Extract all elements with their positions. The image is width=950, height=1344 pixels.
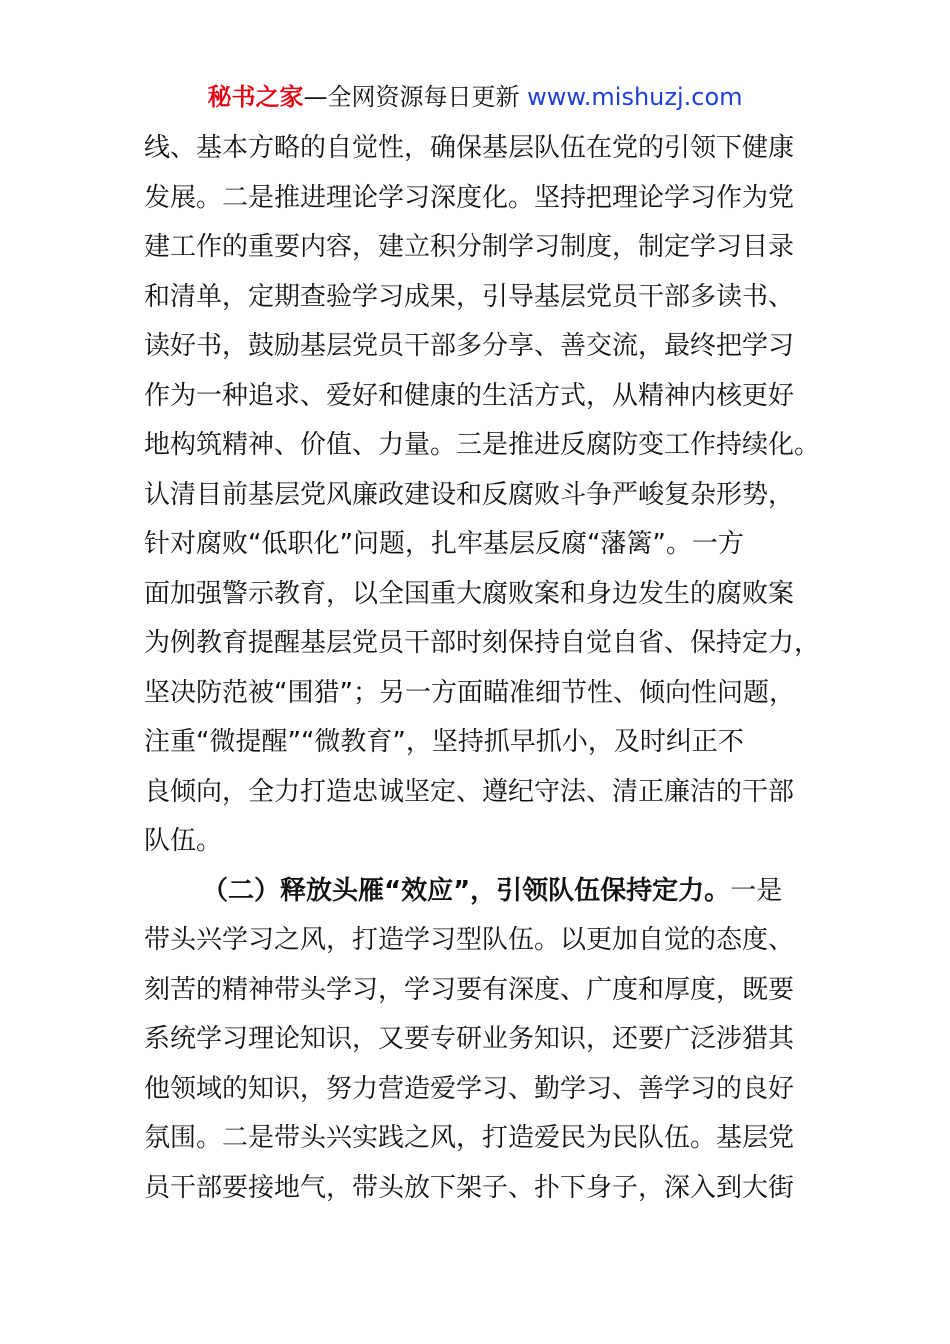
text-line: 队伍。 [144,826,223,856]
text-line: 坚决防范被“围猎”；另一方面瞄准细节性、倾向性问题， [144,677,795,708]
text-line: 作为一种追求、爱好和健康的生活方式，从精神内核更好 [144,380,795,411]
text-line: 注重“微提醒”“微教育”，坚持抓早抓小，及时纠正不 [144,727,744,757]
text-line: 系统学习理论知识，又要专研业务知识，还要广泛涉猎其 [144,1024,795,1054]
text-line: 氛围。二是带头兴实践之风，打造爱民为民队伍。基层党 [144,1123,795,1153]
section-heading: （二）释放头雁“效应”，引领队伍保持定力。 [202,875,731,906]
text-line: 员干部要接地气，带头放下架子、扑下身子，深入到大街 [144,1172,795,1203]
page-header [0,80,950,114]
site-url-link[interactable]: www.mishuzj.com [527,83,743,111]
text-line: 发展。二是推进理论学习深度化。坚持把理论学习作为党 [144,182,795,213]
text-line: 针对腐败“低职化”问题，扎牢基层反腐“藩篱”。一方 [144,529,744,559]
text-line: 刻苦的精神带头学习，学习要有深度、广度和厚度，既要 [144,974,795,1005]
header-tagline: —全网资源每日更新 [303,83,520,111]
text-line: 建工作的重要内容，建立积分制学习制度，制定学习目录 [144,232,795,262]
text-line: 和清单，定期查验学习成果，引导基层党员干部多读书、 [144,281,795,312]
text-line: 读好书，鼓励基层党员干部多分享、善交流，最终把学习 [144,331,795,361]
text-line: 认清目前基层党风廉政建设和反腐败斗争严峻复杂形势， [144,479,795,510]
brand-name: 秘书之家 [207,83,304,111]
document-body [144,124,821,1213]
text-line: 面加强警示教育，以全国重大腐败案和身边发生的腐败案 [144,578,795,609]
section-heading-line [144,867,809,917]
text-line: 他领域的知识，努力营造爱学习、勤学习、善学习的良好 [144,1073,795,1104]
section-heading-continuation: 一是 [730,875,783,906]
text-line: 为例教育提醒基层党员干部时刻保持自觉自省、保持定力， [144,628,821,658]
text-line: 地构筑精神、价值、力量。三是推进反腐防变工作持续化。 [144,430,821,460]
text-line: 线、基本方略的自觉性，确保基层队伍在党的引领下健康 [144,133,795,163]
text-line: 良倾向，全力打造忠诚坚定、遵纪守法、清正廉洁的干部 [144,776,795,807]
text-line: 带头兴学习之风，打造学习型队伍。以更加自觉的态度、 [144,925,795,955]
